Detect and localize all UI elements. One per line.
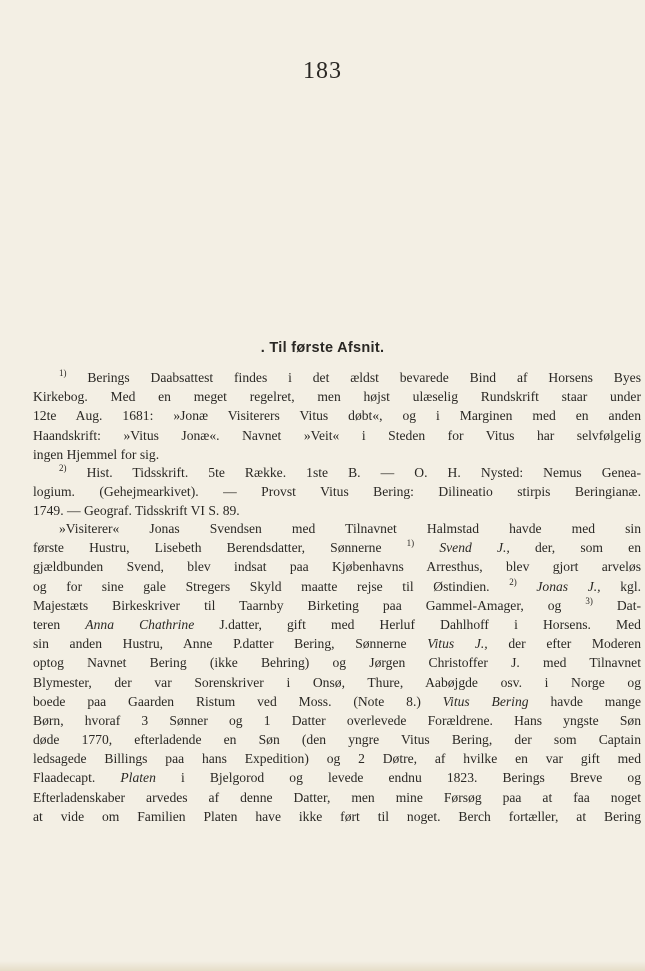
footnote-marker: 2) bbox=[509, 576, 517, 587]
text-line: første Hustru, Lisebeth Berendsdatter, Sønnerne $^{1)}$ Svend J., der, som en bbox=[33, 538, 641, 556]
text-line: Haandskrift: »Vitus Jonæ«. Navnet »Veit« i Steden for Vitus har selvfølgelig bbox=[33, 427, 641, 443]
section-heading: . Til første Afsnit. bbox=[260, 340, 385, 356]
text-line: optog Navnet Bering (ikke Behring) og Jørgen Christoffer J. med Tilnavnet bbox=[33, 655, 641, 671]
text-line: Kirkebog. Med en meget regelret, men højst ulæselig Rundskrift staar under bbox=[33, 389, 641, 405]
emphasis-name: Anna Chathrine bbox=[85, 616, 195, 632]
footnote-marker: 1) bbox=[406, 538, 415, 549]
text-line: gjældbunden Svend, blev indsat paa Kjøbenhavns Arresthus, blev gjort arveløs bbox=[33, 559, 641, 575]
text-line: Efterladenskaber arvedes af denne Datter, men mine Førsøg paa at faa noget bbox=[33, 789, 641, 805]
text-line: ledsagede Billings paa hans Expedition) og 2 Døtre, af hvilke en var gift med bbox=[33, 751, 641, 767]
text-line: »Visiterer« Jonas Svendsen med Tilnavnet Halmstad havde med sin bbox=[59, 521, 641, 536]
text-line: Børn, hvoraf 3 Sønner og 1 Datter overlevede Forældrene. Hans yngste Søn bbox=[33, 712, 641, 728]
emphasis-name: Vitus Bering bbox=[442, 693, 529, 709]
text-line: og for sine gale Stregers Skyld maatte rejse til Østindien. $^{2)}$ Jonas J., kgl. bbox=[33, 576, 642, 594]
text-line: $^{1)}$ Berings Daabsattest findes i det ældst bevarede Bind af Horsens Byes bbox=[59, 368, 641, 385]
text-line: 1749. — Geograf. Tidsskrift VI S. 89. bbox=[33, 503, 240, 519]
text-line: boede paa Gaarden Ristum ved Moss. (Note 8.) Vitus Bering havde mange bbox=[33, 693, 641, 709]
emphasis-name: Jonas J., bbox=[536, 578, 601, 594]
text-line: 12te Aug. 1681: »Jonæ Visiterers Vitus døbt«, og i Marginen med en anden bbox=[33, 408, 641, 424]
body-paragraph bbox=[33, 519, 641, 826]
text-line: $^{2)}$ Hist. Tidsskrift. 5te Række. 1ste B. — O. H. Nysted: Nemus Genea- bbox=[59, 463, 641, 480]
text-line: ingen Hjemmel for sig. bbox=[33, 446, 160, 462]
page-edge bbox=[0, 961, 645, 971]
page-number: 183 bbox=[303, 58, 342, 84]
text-line: logium. (Gehejmearkivet). — Provst Vitus Bering: Dilineatio stirpis Beringianæ. bbox=[33, 484, 641, 500]
footnote-marker: 2) bbox=[59, 463, 67, 473]
footnote-marker: 3) bbox=[585, 595, 593, 606]
footnote-2 bbox=[33, 463, 641, 521]
text-line: Majestæts Birkeskriver til Taarnby Birketing paa Gammel-Amager, og $^{3)}$ Dat- bbox=[33, 595, 641, 613]
text-line: døde 1770, efterladende en Søn (den yngre Vitus Bering, der som Captain bbox=[33, 732, 641, 748]
text-line: Flaadecapt. Platen i Bjelgorod og levede endnu 1823. Berings Breve og bbox=[33, 770, 642, 786]
text-line: Blymester, der var Sorenskriver i Onsø, Thure, Aabøjgde osv. i Norge og bbox=[33, 674, 641, 690]
text-line: teren Anna Chathrine J.datter, gift med Herluf Dahlhoff i Horsens. Med bbox=[33, 616, 641, 632]
emphasis-name: Vitus J., bbox=[427, 636, 488, 652]
text-line: sin anden Hustru, Anne P.datter Bering, Sønnerne Vitus J., der efter Moderen bbox=[33, 636, 641, 652]
emphasis-name: Platen bbox=[120, 770, 156, 786]
emphasis-name: Svend J., bbox=[439, 540, 510, 556]
footnote-1 bbox=[33, 368, 641, 464]
text-line: at vide om Familien Platen have ikke ført til noget. Berch fortæller, at Bering bbox=[33, 808, 641, 824]
footnote-marker: 1) bbox=[59, 368, 67, 378]
